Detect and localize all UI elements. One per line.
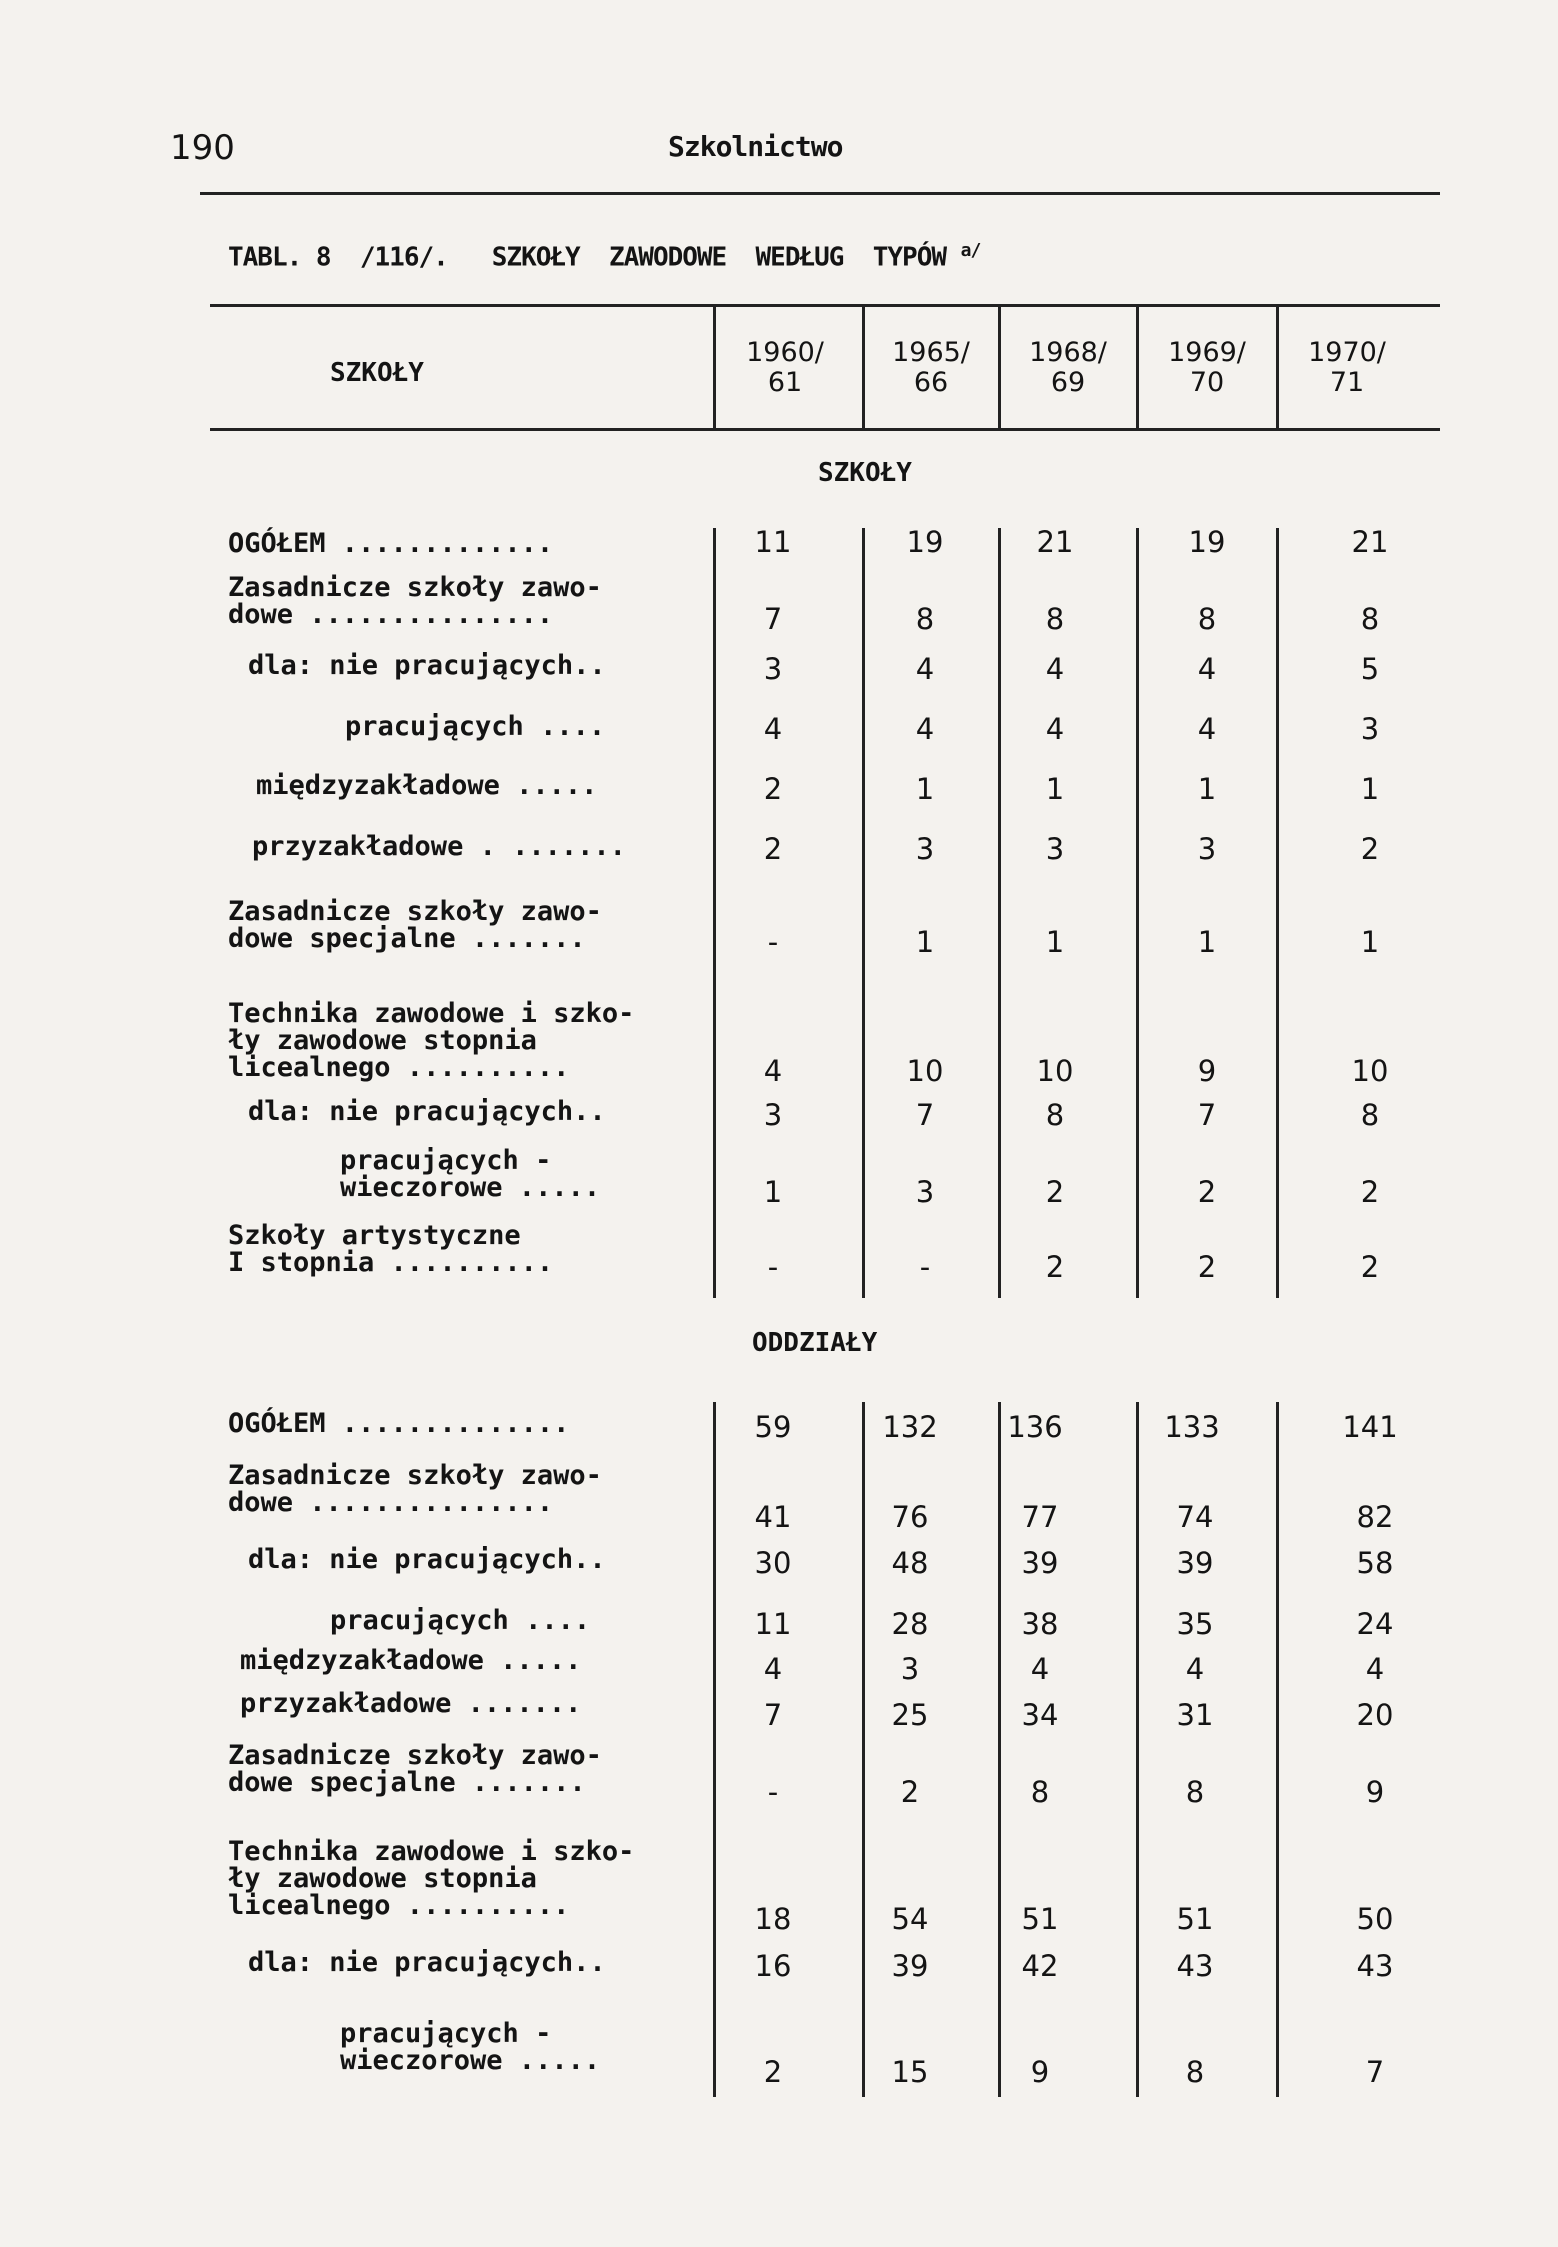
section2-divider-4	[1136, 1402, 1139, 2097]
cell-value: 2	[1360, 1175, 1380, 1209]
cell-value: 8	[1360, 1098, 1380, 1132]
cell-value: 3	[763, 652, 783, 686]
cell-value: 10	[906, 1054, 944, 1088]
cell-value: 4	[915, 652, 935, 686]
cell-value: 136	[1007, 1410, 1063, 1444]
cell-value: 43	[1176, 1949, 1214, 1983]
header-year-1968: 1968/ 69	[1029, 337, 1107, 398]
cell-value: 4	[1030, 1652, 1050, 1686]
row-label: dla: nie pracujących..	[248, 1947, 606, 1978]
cell-value: 30	[754, 1546, 792, 1580]
row-label: pracujących - wieczorowe .....	[340, 1145, 601, 1203]
cell-value: 8	[1185, 1775, 1205, 1809]
cell-value: 11	[754, 1607, 792, 1641]
row-label: Zasadnicze szkoły zawo- dowe specjalne .......	[228, 1740, 602, 1798]
row-label: dla: nie pracujących..	[248, 1544, 606, 1575]
cell-value: 1	[1197, 925, 1217, 959]
row-label: pracujących ....	[330, 1605, 591, 1636]
page-number: 190	[170, 128, 235, 168]
row-label: dla: nie pracujących..	[248, 1096, 606, 1127]
section1-divider-2	[862, 528, 865, 1298]
cell-value: 54	[891, 1902, 929, 1936]
cell-value: 38	[1021, 1607, 1059, 1641]
cell-value: 2	[763, 772, 783, 806]
cell-value: 18	[754, 1902, 792, 1936]
cell-value: 10	[1036, 1054, 1074, 1088]
cell-value: -	[919, 1250, 931, 1284]
cell-value: 15	[891, 2055, 929, 2089]
cell-value: -	[767, 1250, 779, 1284]
cell-value: 1	[915, 925, 935, 959]
cell-value: 9	[1030, 2055, 1050, 2089]
cell-value: 3	[900, 1652, 920, 1686]
cell-value: 1	[1045, 772, 1065, 806]
cell-value: 4	[1045, 712, 1065, 746]
cell-value: 41	[754, 1500, 792, 1534]
row-label: Technika zawodowe i szko- ły zawodowe stopnia licealnego ..........	[228, 998, 635, 1083]
cell-value: 4	[763, 1652, 783, 1686]
section1-divider-1	[713, 528, 716, 1298]
cell-value: 8	[1360, 602, 1380, 636]
cell-value: 4	[763, 712, 783, 746]
cell-value: 9	[1365, 1775, 1385, 1809]
cell-value: 2	[1197, 1175, 1217, 1209]
cell-value: 8	[1045, 602, 1065, 636]
cell-value: 39	[1021, 1546, 1059, 1580]
cell-value: 25	[891, 1698, 929, 1732]
section-title-oddzialy: ODDZIAŁY	[752, 1328, 878, 1358]
cell-value: 8	[1197, 602, 1217, 636]
cell-value: 21	[1036, 525, 1074, 559]
cell-value: 7	[763, 602, 783, 636]
cell-value: 8	[1045, 1098, 1065, 1132]
cell-value: 74	[1176, 1500, 1214, 1534]
cell-value: 1	[1360, 925, 1380, 959]
cell-value: 50	[1356, 1902, 1394, 1936]
cell-value: -	[767, 1775, 779, 1809]
cell-value: 8	[915, 602, 935, 636]
cell-value: 8	[1185, 2055, 1205, 2089]
cell-value: 1	[915, 772, 935, 806]
header-top-rule	[210, 304, 1440, 307]
cell-value: 42	[1021, 1949, 1059, 1983]
cell-value: 4	[1197, 652, 1217, 686]
cell-value: 4	[1365, 1652, 1385, 1686]
section2-divider-5	[1276, 1402, 1279, 2097]
cell-value: 8	[1030, 1775, 1050, 1809]
section1-divider-5	[1276, 528, 1279, 1298]
cell-value: 19	[906, 525, 944, 559]
table-title	[228, 240, 980, 273]
cell-value: 132	[882, 1410, 938, 1444]
cell-value: 24	[1356, 1607, 1394, 1641]
cell-value: 59	[754, 1410, 792, 1444]
top-rule	[200, 192, 1440, 195]
cell-value: 3	[1045, 832, 1065, 866]
header-divider-3	[998, 307, 1001, 428]
row-label: Zasadnicze szkoły zawo- dowe ...............	[228, 1460, 602, 1518]
cell-value: 3	[915, 832, 935, 866]
cell-value: 43	[1356, 1949, 1394, 1983]
cell-value: 4	[1197, 712, 1217, 746]
cell-value: 51	[1021, 1902, 1059, 1936]
row-label: międzyzakładowe .....	[240, 1645, 582, 1676]
row-label: międzyzakładowe .....	[256, 770, 598, 801]
cell-value: 19	[1188, 525, 1226, 559]
cell-value: 48	[891, 1546, 929, 1580]
section1-divider-3	[998, 528, 1001, 1298]
cell-value: 16	[754, 1949, 792, 1983]
table-title-footnote: a/	[960, 240, 981, 261]
header-year-1969: 1969/ 70	[1168, 337, 1246, 398]
running-head: Szkolnictwo	[668, 130, 843, 163]
section-title-szkoly: SZKOŁY	[818, 458, 912, 488]
header-year-1960: 1960/ 61	[746, 337, 824, 398]
cell-value: 82	[1356, 1500, 1394, 1534]
header-divider-1	[713, 307, 716, 428]
row-label: przyzakładowe . .......	[252, 831, 626, 862]
header-year-1970: 1970/ 71	[1308, 337, 1386, 398]
header-divider-2	[862, 307, 865, 428]
row-label: dla: nie pracujących..	[248, 650, 606, 681]
cell-value: 4	[915, 712, 935, 746]
cell-value: 4	[1185, 1652, 1205, 1686]
cell-value: 7	[763, 1698, 783, 1732]
cell-value: 10	[1351, 1054, 1389, 1088]
cell-value: 76	[891, 1500, 929, 1534]
cell-value: 2	[763, 832, 783, 866]
cell-value: 2	[763, 2055, 783, 2089]
row-label: OGÓŁEM ..............	[228, 1408, 570, 1439]
row-label: pracujących - wieczorowe .....	[340, 2018, 601, 2076]
cell-value: 1	[1045, 925, 1065, 959]
row-label: OGÓŁEM .............	[228, 528, 554, 559]
cell-value: 3	[1197, 832, 1217, 866]
cell-value: 3	[915, 1175, 935, 1209]
header-divider-5	[1276, 307, 1279, 428]
cell-value: 35	[1176, 1607, 1214, 1641]
cell-value: 2	[1045, 1250, 1065, 1284]
cell-value: 2	[1360, 1250, 1380, 1284]
cell-value: 133	[1164, 1410, 1220, 1444]
cell-value: -	[767, 925, 779, 959]
row-label: Szkoły artystyczne I stopnia ..........	[228, 1220, 554, 1278]
cell-value: 2	[1045, 1175, 1065, 1209]
cell-value: 34	[1021, 1698, 1059, 1732]
cell-value: 4	[763, 1054, 783, 1088]
cell-value: 21	[1351, 525, 1389, 559]
header-year-1965: 1965/ 66	[892, 337, 970, 398]
cell-value: 7	[915, 1098, 935, 1132]
cell-value: 7	[1197, 1098, 1217, 1132]
cell-value: 5	[1360, 652, 1380, 686]
header-divider-4	[1136, 307, 1139, 428]
cell-value: 20	[1356, 1698, 1394, 1732]
cell-value: 31	[1176, 1698, 1214, 1732]
cell-value: 1	[763, 1175, 783, 1209]
cell-value: 3	[1360, 712, 1380, 746]
cell-value: 2	[1360, 832, 1380, 866]
cell-value: 39	[891, 1949, 929, 1983]
cell-value: 11	[754, 525, 792, 559]
cell-value: 1	[1360, 772, 1380, 806]
cell-value: 4	[1045, 652, 1065, 686]
cell-value: 28	[891, 1607, 929, 1641]
cell-value: 1	[1197, 772, 1217, 806]
cell-value: 39	[1176, 1546, 1214, 1580]
cell-value: 58	[1356, 1546, 1394, 1580]
row-label: przyzakładowe .......	[240, 1688, 582, 1719]
cell-value: 77	[1021, 1500, 1059, 1534]
row-label: Zasadnicze szkoły zawo- dowe ...............	[228, 572, 602, 630]
cell-value: 9	[1197, 1054, 1217, 1088]
cell-value: 2	[1197, 1250, 1217, 1284]
cell-value: 2	[900, 1775, 920, 1809]
section2-divider-1	[713, 1402, 716, 2097]
header-label: SZKOŁY	[330, 358, 424, 388]
cell-value: 3	[763, 1098, 783, 1132]
row-label: Technika zawodowe i szko- ły zawodowe stopnia licealnego ..........	[228, 1836, 635, 1921]
cell-value: 7	[1365, 2055, 1385, 2089]
table-title-text: TABL. 8 /116/. SZKOŁY ZAWODOWE WEDŁUG TYPÓW	[228, 242, 947, 273]
row-label: pracujących ....	[345, 711, 606, 742]
header-bottom-rule	[210, 428, 1440, 431]
cell-value: 51	[1176, 1902, 1214, 1936]
section1-divider-4	[1136, 528, 1139, 1298]
cell-value: 141	[1342, 1410, 1398, 1444]
row-label: Zasadnicze szkoły zawo- dowe specjalne .......	[228, 896, 602, 954]
